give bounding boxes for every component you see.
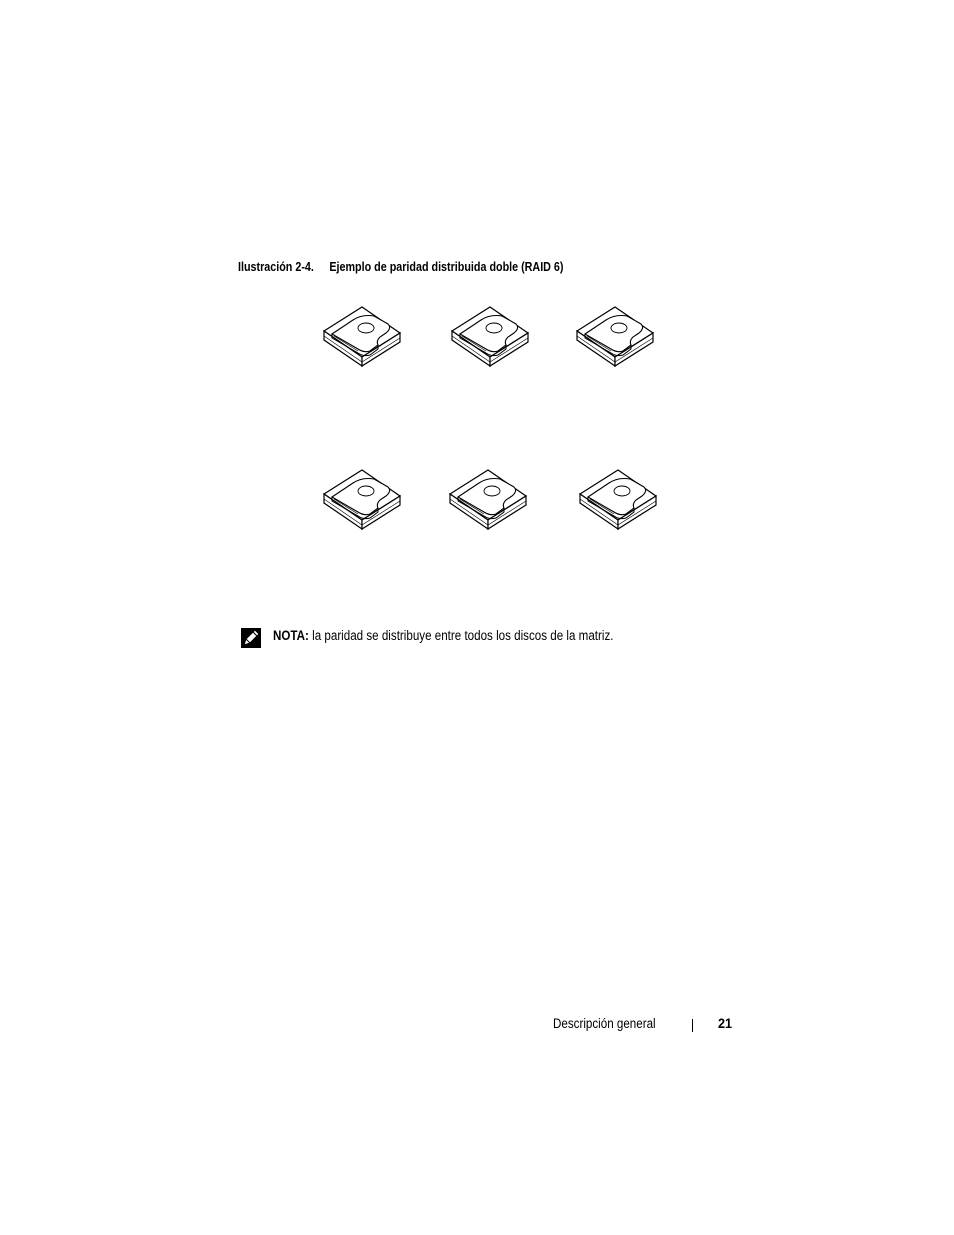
- pencil-note-icon: [240, 627, 262, 649]
- hard-drive-icon: [324, 307, 400, 366]
- figure-label: Ilustración 2-4.: [238, 260, 314, 274]
- hard-drive-icon: [452, 307, 528, 366]
- hard-drive-icon: [580, 470, 656, 529]
- hard-drive-icon: [450, 470, 526, 529]
- note-body: la paridad se distribuye entre todos los discos de la matriz.: [312, 628, 614, 643]
- footer-section-title: Descripción general: [553, 1016, 656, 1031]
- note-label: NOTA:: [273, 628, 309, 643]
- footer-divider: [692, 1019, 693, 1032]
- hard-drive-icon: [577, 307, 653, 366]
- page-number: 21: [718, 1015, 733, 1031]
- note-text: [273, 628, 614, 643]
- hard-drive-icon: [324, 470, 400, 529]
- figure-title: Ejemplo de paridad distribuida doble (RAID 6): [329, 260, 564, 274]
